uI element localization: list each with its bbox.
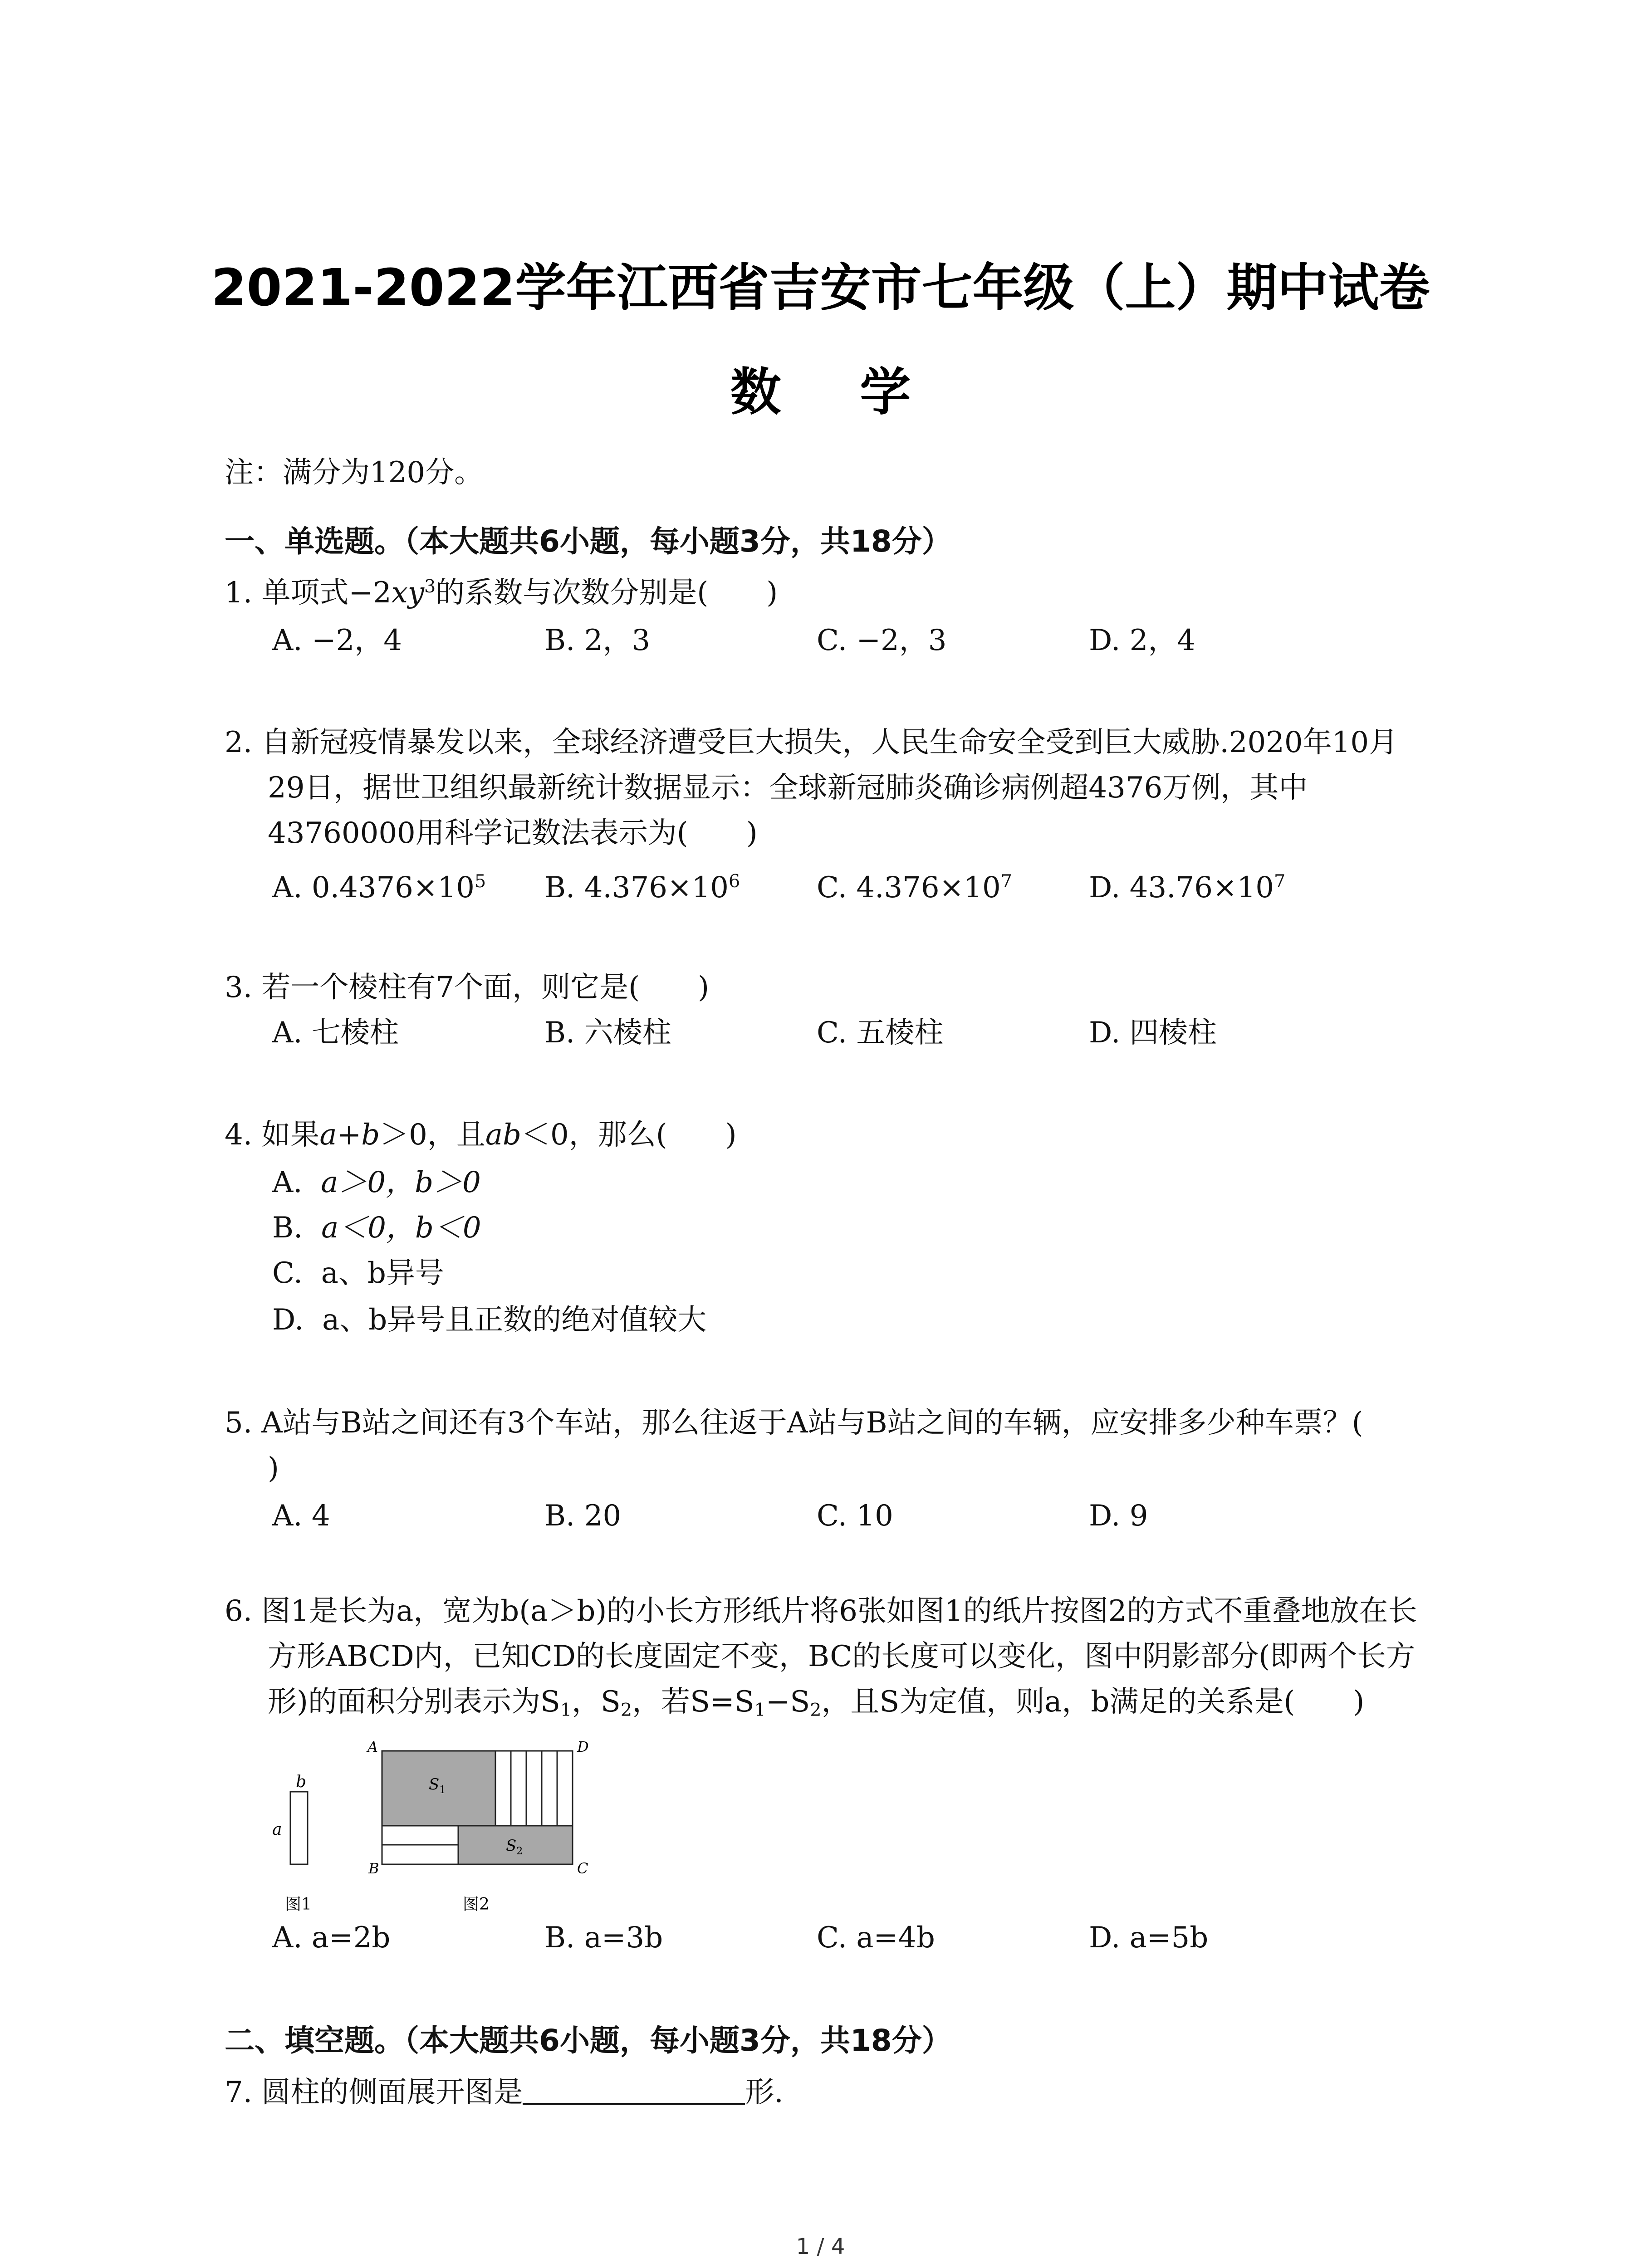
label-b: b xyxy=(296,1773,307,1791)
option-label: B. xyxy=(272,1211,303,1245)
label-a: a xyxy=(272,1820,282,1839)
subject-title: 数 学 xyxy=(730,363,941,422)
option-b[interactable]: B. 20 xyxy=(544,1499,622,1533)
option-b[interactable]: B. 六棱柱 xyxy=(544,1016,671,1050)
question-3 xyxy=(225,973,709,1002)
math-variable: a xyxy=(319,1118,337,1152)
page-number: 1 / 4 xyxy=(796,2234,845,2259)
question-7 xyxy=(225,2077,784,2107)
exponent: 7 xyxy=(1000,871,1012,892)
option-d[interactable]: D. 四棱柱 xyxy=(1089,1016,1217,1050)
question-4 xyxy=(225,1118,737,1152)
text: −S xyxy=(765,1685,810,1719)
subscript: 2 xyxy=(620,1699,632,1721)
option-label: C. xyxy=(272,1256,303,1290)
question-number: 5. xyxy=(225,1406,253,1440)
option-text: a、b异号且正数的绝对值较大 xyxy=(322,1303,707,1337)
option-d[interactable]: D. 2，4 xyxy=(1089,624,1196,657)
exponent: 6 xyxy=(729,871,740,892)
subscript: 2 xyxy=(810,1699,822,1721)
question-1 xyxy=(225,576,778,610)
section-1-heading: 一、单选题。（本大题共6小题，每小题3分，共18分） xyxy=(225,524,952,559)
subscript: 1 xyxy=(754,1699,766,1721)
option-a[interactable] xyxy=(272,1168,481,1197)
question-stem: 如果 xyxy=(261,1118,320,1152)
figure-1-rectangle xyxy=(290,1792,308,1864)
question-stem: 自新冠疫情暴发以来，全球经济遭受巨大损失，人民生命安全受到巨大威胁.2020年10月 xyxy=(261,726,1398,759)
s1-label: $S_1$ xyxy=(429,1775,446,1796)
option-label: D. xyxy=(272,1303,304,1337)
option-label: C. 4.376×10 xyxy=(817,871,1001,904)
option-d[interactable] xyxy=(1089,873,1285,902)
corner-d-label: D xyxy=(577,1738,589,1755)
exponent: 5 xyxy=(474,871,486,892)
text: 形)的面积分别表示为S xyxy=(268,1685,560,1719)
corner-c-label: C xyxy=(577,1860,588,1877)
option-label: A. 0.4376×10 xyxy=(272,871,475,904)
option-c[interactable]: C. a=4b xyxy=(817,1921,935,1955)
question-5-line-2: ) xyxy=(268,1452,279,1485)
option-b[interactable] xyxy=(544,873,740,902)
score-note: 注：满分为120分。 xyxy=(225,456,484,489)
math-variable: ab xyxy=(485,1118,521,1152)
subscript: 1 xyxy=(560,1699,572,1721)
question-stem: A站与B站之间还有3个车站，那么往返于A站与B站之间的车辆，应安排多少种车票？( xyxy=(261,1406,1363,1440)
option-c[interactable]: C. −2，3 xyxy=(817,624,947,657)
answer-blank[interactable] xyxy=(523,2077,745,2105)
question-number: 1. xyxy=(225,576,253,610)
question-2 xyxy=(225,728,1398,757)
question-6 xyxy=(225,1594,1417,1628)
option-c[interactable] xyxy=(272,1256,444,1290)
exponent: 7 xyxy=(1274,871,1286,892)
question-stem: 单项式−2 xyxy=(261,576,392,610)
math-variable: b xyxy=(361,1118,380,1152)
math-variable: xy xyxy=(391,576,424,610)
question-stem: ＞0，且 xyxy=(380,1118,485,1152)
corner-b-label: B xyxy=(368,1860,379,1877)
question-stem: 圆柱的侧面展开图是 xyxy=(261,2076,523,2109)
option-b[interactable] xyxy=(272,1211,481,1245)
option-b[interactable]: B. a=3b xyxy=(544,1921,663,1955)
option-a[interactable]: A. −2，4 xyxy=(272,624,402,657)
option-a[interactable]: A. 4 xyxy=(272,1499,330,1533)
option-text: a＞0，b＞0 xyxy=(321,1166,481,1199)
option-label: D. 43.76×10 xyxy=(1089,871,1274,904)
option-label: A. xyxy=(272,1166,303,1199)
math-operator: + xyxy=(337,1118,362,1152)
option-text: a、b异号 xyxy=(321,1256,444,1290)
option-d[interactable] xyxy=(272,1303,707,1337)
question-stem: 形. xyxy=(745,2076,784,2109)
question-number: 7. xyxy=(225,2076,253,2109)
text: ，且S为定值，则a，b满足的关系是( ) xyxy=(821,1685,1365,1719)
question-5 xyxy=(225,1406,1363,1440)
question-stem: ＜0，那么( ) xyxy=(521,1118,737,1152)
option-d[interactable]: D. a=5b xyxy=(1089,1921,1209,1955)
corner-a-label: A xyxy=(367,1738,378,1755)
figure-2-caption: 图2 xyxy=(463,1895,490,1914)
section-2-heading: 二、填空题。（本大题共6小题，每小题3分，共18分） xyxy=(225,2023,952,2058)
option-c[interactable]: C. 10 xyxy=(817,1499,893,1533)
option-label: B. 4.376×10 xyxy=(544,871,729,904)
question-6-line-2: 方形ABCD内，已知CD的长度固定不变，BC的长度可以变化，图中阴影部分(即两个长方 xyxy=(268,1640,1416,1673)
question-number: 3. xyxy=(225,971,253,1004)
option-c[interactable] xyxy=(817,873,1012,902)
exponent: 3 xyxy=(424,576,436,597)
question-stem: 若一个棱柱有7个面，则它是( ) xyxy=(261,971,710,1004)
question-number: 4. xyxy=(225,1118,253,1152)
s2-label: $S_2$ xyxy=(506,1837,523,1857)
option-a[interactable] xyxy=(272,873,486,902)
figure-1-caption: 图1 xyxy=(285,1895,312,1914)
question-stem: 的系数与次数分别是( ) xyxy=(436,576,778,610)
question-stem: 图1是长为a，宽为b(a＞b)的小长方形纸片将6张如图1的纸片按图2的方式不重叠地放在长 xyxy=(261,1594,1417,1628)
question-number: 2. xyxy=(225,726,253,759)
option-c[interactable]: C. 五棱柱 xyxy=(817,1016,944,1050)
text: ，若S=S xyxy=(632,1685,754,1719)
question-number: 6. xyxy=(225,1594,253,1628)
question-2-line-3: 43760000用科学记数法表示为( ) xyxy=(268,816,758,850)
question-2-line-2: 29日，据世卫组织最新统计数据显示：全球新冠肺炎确诊病例超4376万例，其中 xyxy=(268,771,1308,805)
option-a[interactable]: A. a=2b xyxy=(272,1921,391,1955)
text: ，S xyxy=(572,1685,621,1719)
option-b[interactable]: B. 2，3 xyxy=(544,624,651,657)
page-title: 2021-2022学年江西省吉安市七年级（上）期中试卷 xyxy=(211,259,1430,318)
option-d[interactable]: D. 9 xyxy=(1089,1499,1148,1533)
option-text: a＜0，b＜0 xyxy=(321,1211,481,1245)
question-6-line-3 xyxy=(268,1685,1365,1721)
option-a[interactable]: A. 七棱柱 xyxy=(272,1016,399,1050)
question-6-figure xyxy=(254,1724,626,1919)
